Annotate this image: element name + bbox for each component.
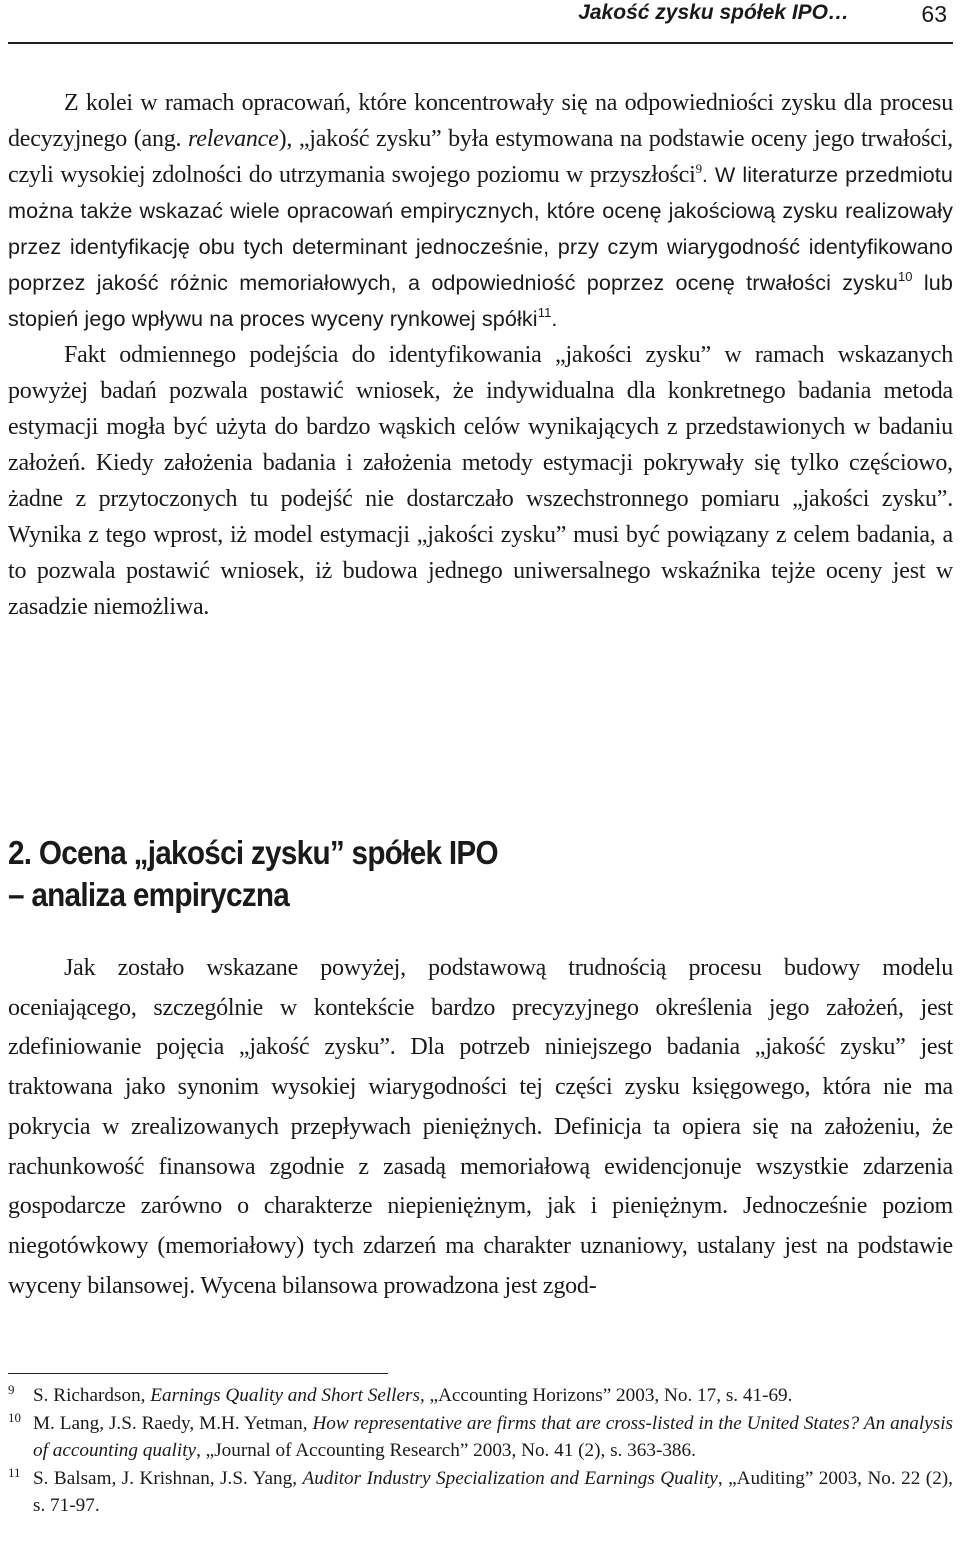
footnote-authors: S. Richardson, xyxy=(33,1385,151,1406)
body-text-top xyxy=(8,85,953,625)
paragraph-text: Z kolei w ramach opracowań, które koncentrowały się na odpowiedniości zysku dla procesu decyzyjnego (ang. xyxy=(8,90,953,152)
footnote-number: 11 xyxy=(8,1464,21,1480)
section-heading-line-2: – analiza empiryczna xyxy=(8,876,290,913)
footnote-ref-9[interactable]: 9 xyxy=(695,161,702,176)
footnote-separator xyxy=(8,1373,388,1374)
footnote-number: 10 xyxy=(8,1409,21,1425)
section-heading-line-1: 2. Ocena „jakości zysku” spółek IPO xyxy=(8,834,498,871)
footnote-title: Earnings Quality and Short Sellers xyxy=(150,1385,420,1406)
paragraph-definition: Jak zostało wskazane powyżej, podstawową trudnością procesu budowy modelu oceniającego, szczególnie w kontekście bardzo precyzyjnego określenia jego założeń, jest zdefiniowanie pojęcia „jakość zysku”. Dla potrzeb niniejszego badania „jakość zysku” jest traktowana jako synonim wysokiej wiarygodności tej części zysku księgowego, która nie ma pokrycia w zrealizowanych przepływach pieniężnych. Definicja ta opiera się na założeniu, że rachunkowość finansowa zgodnie z zasadą memoriałową ewidencjonuje wszystkie zdarzenia gospodarcze zarówno o charakterze niepieniężnym, jak i pieniężnym. Jednocześnie poziom niegotówkowy (memoriałowy) tych zdarzeń ma charakter uznaniowy, ustalany jest na podstawie wyceny bilansowej. Wycena bilansowa prowadzona jest zgod- xyxy=(8,955,953,1299)
paragraph-text: . xyxy=(551,306,558,331)
page-number: 63 xyxy=(921,1,947,27)
paragraph-conclusion: Fakt odmiennego podejścia do identyfikowania „jakości zysku” w ramach wskazanych powyżej badań pozwala postawić wniosek, że indywidualna dla konkretnego badania metoda estymacji mogła być użyta do bardzo wąskich celów wynikających z przedstawionych w badaniu założeń. Kiedy założenia badania i założenia metody estymacji pokrywały się tylko częściowo, żadne z przytoczonych tu podejść nie dostarczało wszechstronnego pomiaru „jakości zysku”. Wynika z tego wprost, iż model estymacji „jakości zysku” musi być powiązany z celem badania, a to pozwala postawić wniosek, iż budowa jednego uniwersalnego wskaźnika tejże oceny jest w zasadzie niemożliwa. xyxy=(8,342,953,620)
footnote-11 xyxy=(8,1465,953,1520)
paragraph-text: ), „jakość zysku” była estymowana na podstawie oceny jego trwałości, czyli wysokiej zdolności do utrzymania swojego poziomu w przyszłości xyxy=(8,126,953,188)
footnote-source: , „Accounting Horizons” 2003, No. 17, s. 41-69. xyxy=(419,1385,793,1406)
running-header xyxy=(8,0,953,44)
footnote-source: , „Auditing” 2003, No. 22 (2), s. 71-97. xyxy=(33,1467,953,1516)
footnote-10 xyxy=(8,1410,953,1465)
footnotes xyxy=(8,1382,953,1520)
footnote-number: 9 xyxy=(8,1382,15,1397)
footnote-ref-11[interactable]: 11 xyxy=(537,305,552,320)
paragraph-text: . W literaturze przedmiotu można także wskazać wiele opracowań empirycznych, które ocenę jakościową zysku realizowały przez identyfikację obu tych determinant jednocześnie, przy czym wiarygodność identyfikowano poprzez jakość różnic memoriałowych, a odpowiedniość poprzez ocenę trwałości zysku xyxy=(8,162,953,295)
footnote-authors: S. Balsam, J. Krishnan, J.S. Yang, xyxy=(33,1467,303,1489)
footnote-source: , „Journal of Accounting Research” 2003, No. 41 (2), s. 363-386. xyxy=(196,1440,696,1461)
document-page xyxy=(8,0,953,1552)
section-heading xyxy=(8,832,859,916)
footnote-authors: M. Lang, J.S. Raedy, M.H. Yetman, xyxy=(33,1412,313,1434)
footnote-title: Auditor Industry Specialization and Earnings Quality xyxy=(302,1467,718,1489)
paragraph-text: lub stopień jego wpływu na proces wyceny rynkowej spółki xyxy=(8,270,953,331)
running-header-title: Jakość zysku spółek IPO… xyxy=(578,1,849,24)
paragraph-relevance xyxy=(8,85,953,337)
body-text-bottom xyxy=(8,949,953,1306)
footnote-9 xyxy=(8,1382,953,1410)
english-term: relevance xyxy=(188,126,279,152)
footnote-title: How representative are firms that are cross-listed in the United States? An analysis of accounting quality xyxy=(33,1412,953,1461)
footnote-ref-10[interactable]: 10 xyxy=(897,269,913,284)
